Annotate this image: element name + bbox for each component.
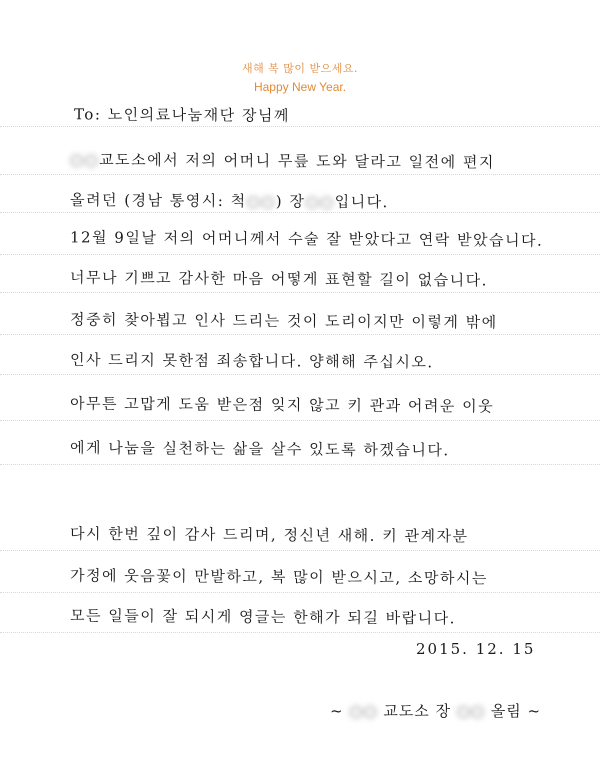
- ruled-line: [0, 124, 600, 127]
- letter-line: 에게 나눔을 실천하는 삶을 살수 있도록 하겠습니다.: [69, 438, 450, 460]
- signature-text: 교도소 장: [383, 702, 452, 720]
- greeting-korean: 새해 복 많이 받으세요.: [241, 62, 359, 75]
- greeting-english: Happy New Year.: [253, 80, 347, 94]
- letter-line-text: 교도소에서 저의 어머니 무릎 도와 달라고 일전에 편지: [99, 150, 495, 172]
- letter-recipient: To: 노인의료나눔재단 장님께: [73, 105, 290, 125]
- ruled-line: [0, 372, 600, 375]
- redacted-text: ○○: [246, 192, 276, 211]
- letter-line-text: 올려던 (경남 통영시: 척: [69, 190, 247, 211]
- redacted-text: ○○: [456, 702, 486, 720]
- letter-line: [70, 149, 495, 173]
- letter-line: [70, 189, 389, 212]
- redacted-text: ○○: [349, 702, 378, 720]
- ruled-line: [0, 462, 600, 465]
- redacted-text: ○○: [305, 192, 335, 211]
- letter-line-text: ) 장: [275, 192, 306, 211]
- letter-line: 가정에 웃음꽃이 만발하고, 복 많이 받으시고, 소망하시는: [69, 566, 488, 588]
- letter-line: 인사 드리지 못한점 죄송합니다. 양해해 주십시오.: [69, 350, 434, 372]
- ruled-line: [0, 548, 600, 551]
- letter-line: 다시 한번 깊이 감사 드리며, 정신년 새해. 키 관계자분: [69, 524, 469, 546]
- ruled-line: [0, 252, 600, 255]
- letter-line: 12월 9일날 저의 어머니께서 수술 잘 받았다고 연락 받았습니다.: [69, 228, 544, 250]
- ruled-line: [0, 332, 600, 335]
- ruled-line: [0, 290, 600, 293]
- ruled-line: [0, 418, 600, 421]
- ruled-line: [0, 172, 600, 175]
- letter-line-text: 입니다.: [334, 192, 389, 212]
- letter-date: 2015. 12. 15: [416, 640, 536, 658]
- signature-text: 올림 ~: [490, 702, 542, 720]
- letter-line: 너무나 기쁘고 감사한 마음 어떻게 표현할 길이 없습니다.: [69, 268, 488, 290]
- signature-text: ~: [330, 702, 344, 720]
- ruled-line: [0, 630, 600, 633]
- greeting-header: [0, 60, 600, 94]
- redacted-text: ○○: [69, 150, 100, 169]
- letter-signature: [330, 700, 541, 721]
- ruled-line: [0, 590, 600, 593]
- letter-line: 정중히 찾아뵙고 인사 드리는 것이 도리이지만 이렇게 밖에: [69, 310, 498, 332]
- letter-line: 모든 일들이 잘 되시게 영글는 한해가 되길 바랍니다.: [69, 606, 456, 628]
- letter-line: 아무튼 고맙게 도움 받은점 잊지 않고 키 관과 어려운 이웃: [69, 394, 495, 416]
